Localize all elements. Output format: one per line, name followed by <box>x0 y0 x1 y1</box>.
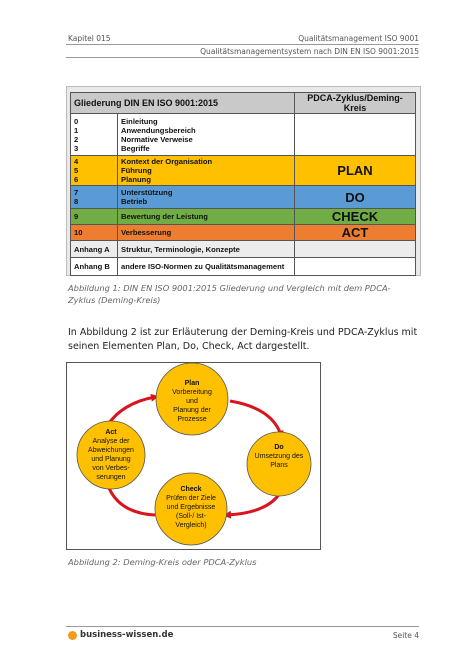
document-subtitle: Qualitätsmanagementsystem nach DIN EN ISO 9001:2015 <box>200 47 419 56</box>
phase-plan: PLAN <box>295 156 416 186</box>
site-logo[interactable] <box>68 630 173 640</box>
check-line: Vergleich) <box>175 522 207 529</box>
row-numbers: Anhang B <box>71 258 118 276</box>
row-numbers: 4 5 6 <box>71 156 118 186</box>
figure-1-caption: Abbildung 1: DIN EN ISO 9001:2015 Gliederung und Vergleich mit dem PDCA-Zyklus (Deming-Kreis) <box>68 283 391 305</box>
check-title: Check <box>180 486 202 493</box>
figure-2-caption: Abbildung 2: Deming-Kreis oder PDCA-Zyklus <box>68 557 257 567</box>
plan-line: Prozesse <box>177 416 207 423</box>
act-line: serungen <box>96 474 126 481</box>
plan-line: Planung der <box>173 407 211 414</box>
footer-divider <box>66 626 419 627</box>
do-line: Umsetzung des <box>254 453 304 460</box>
row-items: Einleitung Anwendungsbereich Normative Verweise Begriffe <box>118 114 295 156</box>
row-items: Bewertung der Leistung <box>118 209 295 225</box>
plan-title: Plan <box>184 380 200 387</box>
table-row-do <box>71 186 416 209</box>
page-number: Seite 4 <box>392 631 419 640</box>
table-row-act <box>71 225 416 241</box>
act-line: Abweichungen <box>88 447 134 454</box>
act-line: von Verbes- <box>92 465 130 472</box>
row-numbers: 0 1 2 3 <box>71 114 118 156</box>
table-row-check <box>71 209 416 225</box>
phase-do: DO <box>295 186 416 209</box>
table-header-structure: Gliederung DIN EN ISO 9001:2015 <box>71 93 295 114</box>
document-title: Qualitätsmanagement ISO 9001 <box>298 34 419 43</box>
arrow-do-to-check <box>227 493 280 515</box>
check-line: (Soll-/ Ist- <box>176 513 206 520</box>
table-row-plan <box>71 156 416 186</box>
row-numbers: Anhang A <box>71 241 118 258</box>
check-line: und Ergebnisse <box>166 504 216 511</box>
row-items: Unterstützung Betrieb <box>118 186 295 209</box>
arrow-plan-to-do <box>230 401 281 435</box>
iso-pdca-table <box>70 92 416 276</box>
row-items: Verbesserung <box>118 225 295 241</box>
act-line: Analyse der <box>92 438 130 445</box>
act-title: Act <box>105 429 117 436</box>
check-line: Prüfen der Ziele <box>166 495 216 502</box>
row-numbers: 9 <box>71 209 118 225</box>
logo-text: business-wissen.de <box>80 630 174 640</box>
row-numbers: 7 8 <box>71 186 118 209</box>
row-phase <box>295 114 416 156</box>
logo-dot-icon <box>68 631 77 640</box>
act-line: und Planung <box>91 456 131 463</box>
do-title: Do <box>274 444 284 451</box>
table-row-annex-b <box>71 258 416 276</box>
phase-check: CHECK <box>295 209 416 225</box>
do-line: Plans <box>270 462 288 469</box>
pdca-cycle-diagram <box>67 363 320 549</box>
table-header-pdca: PDCA-Zyklus/Deming-Kreis <box>295 93 416 114</box>
row-items: Struktur, Terminologie, Konzepte <box>118 241 295 258</box>
row-items: andere ISO-Normen zu Qualitätsmanagement <box>118 258 295 276</box>
table-header-row <box>71 93 416 114</box>
table-row-annex-a <box>71 241 416 258</box>
plan-line: Vorbereitung <box>172 389 212 396</box>
subtitle-divider <box>66 57 419 58</box>
pdca-cycle-figure <box>66 362 321 550</box>
plan-line: und <box>186 398 198 405</box>
header-divider <box>66 44 419 45</box>
chapter-label: Kapitel 015 <box>68 34 111 43</box>
row-numbers: 10 <box>71 225 118 241</box>
phase-act: ACT <box>295 225 416 241</box>
table-row-intro <box>71 114 416 156</box>
row-items: Kontext der Organisation Führung Planung <box>118 156 295 186</box>
body-paragraph: In Abbildung 2 ist zur Erläuterung der Deming-Kreis und PDCA-Zyklus mit seinen Elementen Plan, Do, Check, Act dargestellt. <box>68 327 418 352</box>
row-phase <box>295 241 416 258</box>
row-phase <box>295 258 416 276</box>
